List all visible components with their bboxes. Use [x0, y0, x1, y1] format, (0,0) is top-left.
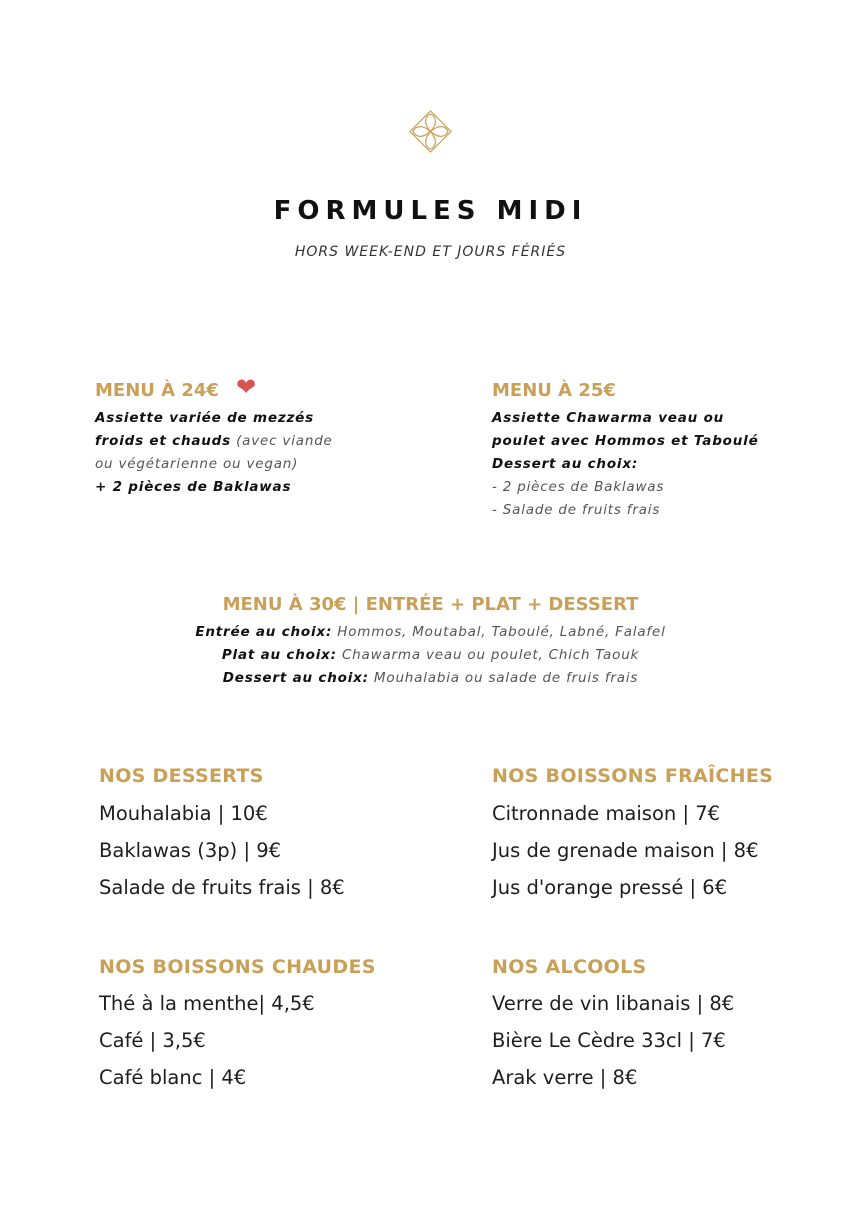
- list-item: Verre de vin libanais | 8€: [492, 992, 735, 1015]
- menu-25-line: Dessert au choix:: [492, 456, 639, 472]
- list-item: Baklawas (3p) | 9€: [99, 839, 282, 862]
- menu-30-description: [0, 621, 861, 690]
- list-item: Citronnade maison | 7€: [492, 802, 721, 825]
- menu-25-line: Assiette Chawarma veau ou: [492, 410, 725, 426]
- list-item: Jus d'orange pressé | 6€: [492, 876, 728, 899]
- menu-30-label: Dessert au choix:: [222, 670, 369, 686]
- list-item: Salade de fruits frais | 8€: [99, 876, 345, 899]
- menu-25-line: poulet avec Hommos et Taboulé: [492, 433, 759, 449]
- heart-icon: ❤: [236, 373, 257, 401]
- boissons-fraiches-title: NOS BOISSONS FRAÎCHES: [492, 765, 774, 787]
- page-title: FORMULES MIDI: [273, 196, 588, 226]
- menu-30-value: Mouhalabia ou salade de fruis frais: [368, 670, 639, 686]
- list-item: Café blanc | 4€: [99, 1066, 247, 1089]
- list-item: Bière Le Cèdre 33cl | 7€: [492, 1029, 726, 1052]
- menu-24-line: Assiette variée de mezzés: [95, 410, 314, 426]
- menu-24-line: (avec viande: [230, 433, 333, 449]
- list-item: Jus de grenade maison | 8€: [492, 839, 759, 862]
- page-subtitle: HORS WEEK-END ET JOURS FÉRIÉS: [294, 244, 567, 260]
- menu-24-line: froids et chauds: [95, 433, 231, 449]
- menu-30-value: Chawarma veau ou poulet, Chich Taouk: [336, 647, 640, 663]
- boissons-fraiches-list: [492, 795, 758, 906]
- menu-30-title: MENU À 30€ | ENTRÉE + PLAT + DESSERT: [222, 594, 639, 615]
- menu-30-label: Plat au choix:: [221, 647, 337, 663]
- list-item: Arak verre | 8€: [492, 1066, 638, 1089]
- menu-30-label: Entrée au choix:: [195, 624, 333, 640]
- menu-24-line: + 2 pièces de Baklawas: [95, 479, 292, 495]
- floral-logo-icon: [409, 110, 452, 153]
- boissons-chaudes-list: [99, 985, 315, 1096]
- menu-25-title: MENU À 25€: [492, 380, 616, 401]
- desserts-list: [99, 795, 345, 906]
- menu-24-line: ou végétarienne ou vegan): [95, 456, 299, 472]
- alcools-list: [492, 985, 734, 1096]
- menu-24-title: MENU À 24€: [95, 380, 219, 401]
- boissons-chaudes-title: NOS BOISSONS CHAUDES: [99, 956, 376, 978]
- menu-30-value: Hommos, Moutabal, Taboulé, Labné, Falafel: [332, 624, 666, 640]
- menu-25-description: [492, 407, 759, 522]
- menu-25-line: - Salade de fruits frais: [492, 502, 661, 518]
- desserts-title: NOS DESSERTS: [99, 765, 264, 787]
- list-item: Café | 3,5€: [99, 1029, 206, 1052]
- alcools-title: NOS ALCOOLS: [492, 956, 647, 978]
- list-item: Thé à la menthe| 4,5€: [99, 992, 315, 1015]
- menu-25-line: - 2 pièces de Baklawas: [492, 479, 665, 495]
- menu-24-description: [95, 407, 333, 499]
- list-item: Mouhalabia | 10€: [99, 802, 268, 825]
